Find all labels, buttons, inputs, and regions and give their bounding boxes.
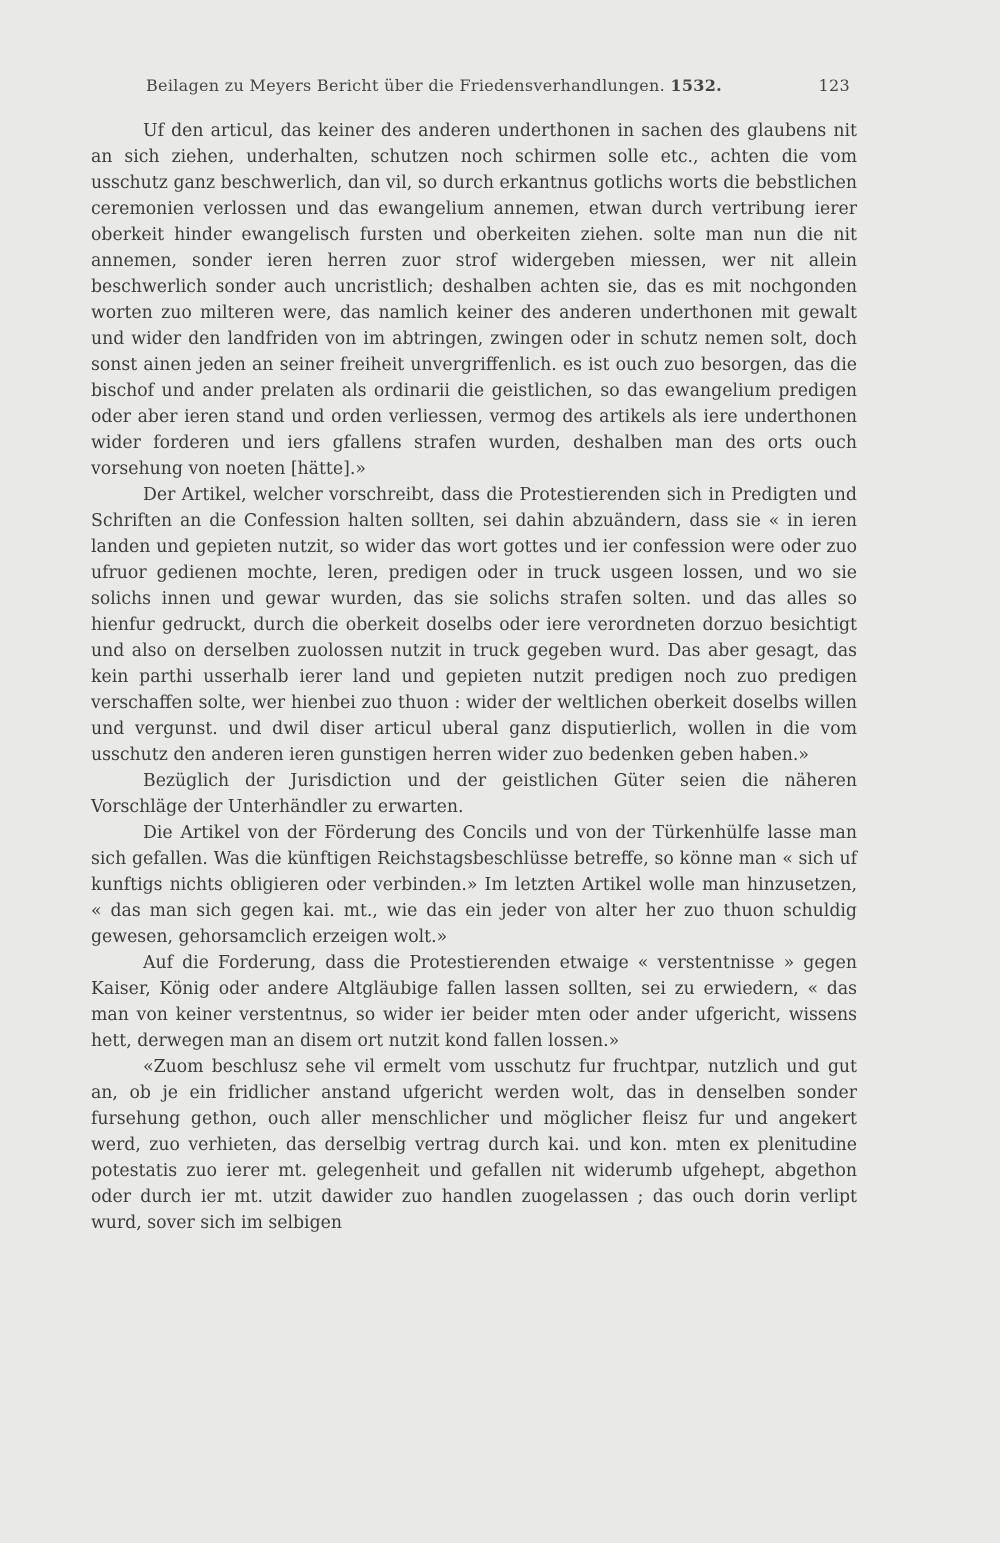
paragraph: Der Artikel, welcher vorschreibt, dass die Protestierenden sich in Predigten und Schriften an die Confession halten sollten, sei dahin abzuändern, dass sie « in ieren landen und gepieten nutzit, so wider das wort gottes und ier confession were oder zuo ufruor gedienen mochte, leren, predigen oder in truck usgeen lossen, und wo sie solichs innen und gewar wurden, das sie solichs strafen solten. und das alles so hienfur gedruckt, durch die oberkeit doselbs oder iere verordneten dorzuo besichtigt und also on derselben zuolossen nutzit in truck gegeben wurd. Das aber gesagt, das kein parthi usserhalb ierer land und gepieten nutzit predigen noch zuo predigen verschaffen solte, wer hienbei zuo thuon : wider der weltlichen oberkeit doselbs willen und vergunst. und dwil diser articul uberal ganz disputierlich, wollen in die vom usschutz den anderen ieren gunstigen herren wider zuo bedenken geben haben.»: [91, 485, 857, 765]
page-number: 123: [818, 76, 850, 95]
running-head-year: 1532.: [670, 76, 723, 95]
paragraph: Uf den articul, das keiner des anderen underthonen in sachen des glaubens nit an sich ziehen, underhalten, schutzen noch schirmen solle etc., achten die vom usschutz ganz beschwerlich, dan vil, so durch erkantnus gotlichs worts die bebstlichen ceremonien verlossen und das ewangelium annemen, etwan durch vertribung ierer oberkeit hinder ewangelisch fursten und oberkeiten ziehen. solte man nun die nit annemen, sonder ieren herren zuor strof widergeben miessen, wer nit allein beschwerlich sonder auch uncristlich; deshalben achten sie, das es mit nochgonden worten zuo milteren were, das namlich keiner des anderen underthonen mit gewalt und wider den landfriden von im abtringen, zwingen oder in schutz nemen solt, doch sonst ainen jeden an seiner freiheit unvergriffenlich. es ist ouch zuo besorgen, das die bischof und ander prelaten als ordinarii die geistlichen, so das ewangelium predigen oder aber ieren stand und orden verliessen, vermog des artikels als iere underthonen wider forderen und iers gfallens strafen wurden, deshalben man des orts ouch vorsehung von noeten [hätte].»: [91, 121, 857, 479]
body-text: [91, 118, 857, 1236]
paragraph: Bezüglich der Jurisdiction und der geistlichen Güter seien die näheren Vorschläge der Unterhändler zu erwarten.: [91, 771, 857, 817]
paragraph: Die Artikel von der Förderung des Concils und von der Türkenhülfe lasse man sich gefallen. Was die künftigen Reichstagsbeschlüsse betreffe, so könne man « sich uf kunftigs nichts obligieren oder verbinden.» Im letzten Artikel wolle man hinzusetzen, « das man sich gegen kai. mt., wie das ein jeder von alter her zuo thuon schuldig gewesen, gehorsamclich erzeigen wolt.»: [91, 823, 857, 947]
paragraph: Auf die Forderung, dass die Protestierenden etwaige « verstentnisse » gegen Kaiser, König oder andere Altgläubige fallen lassen sollten, sei zu erwiedern, « das man von keiner verstentnus, so wider ier beider mten oder ander ufgericht, wissens hett, derwegen man an disem ort nutzit kond fallen lossen.»: [91, 953, 857, 1051]
running-head: [0, 76, 1000, 100]
paragraph: «Zuom beschlusz sehe vil ermelt vom usschutz fur fruchtpar, nutzlich und gut an, ob je ein fridlicher anstand ufgericht werden wolt, das in denselben sonder fursehung gethon, ouch aller menschlicher und möglicher fleisz fur und angekert werd, zuo verhieten, das derselbig vertrag durch kai. und kon. mten ex plenitudine potestatis zuo ierer mt. gelegenheit und gefallen nit widerumb ufgehept, abgethon oder durch ier mt. utzit dawider zuo handlen zuogelassen ; das ouch dorin verlipt wurd, sover sich im selbigen: [91, 1057, 857, 1233]
running-head-title-text: Beilagen zu Meyers Bericht über die Friedensverhandlungen.: [146, 76, 666, 95]
running-head-title: [146, 76, 722, 95]
